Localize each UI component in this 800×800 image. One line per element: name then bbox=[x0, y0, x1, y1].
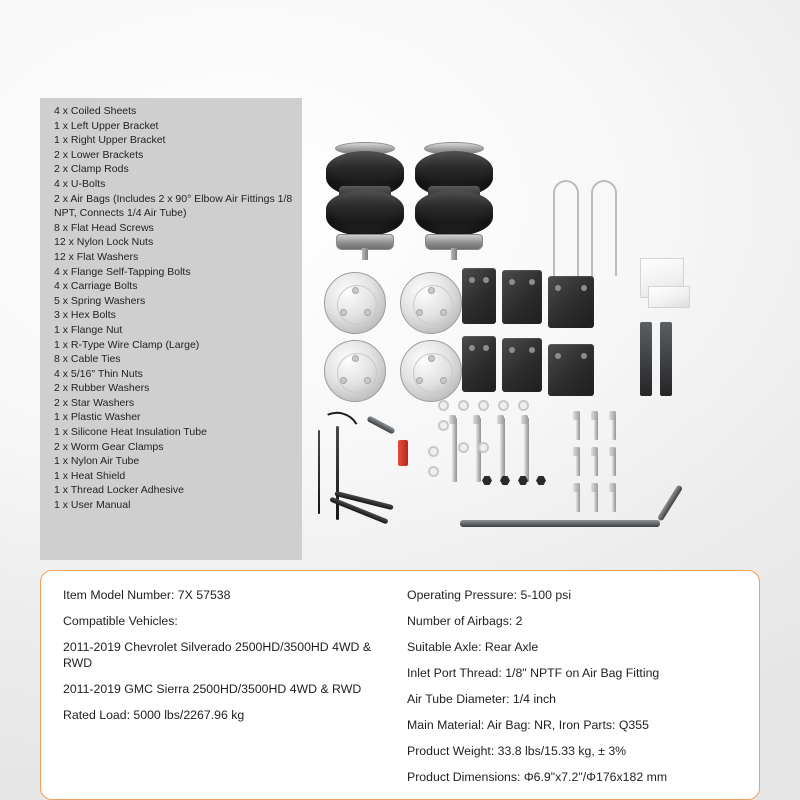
list-item: 1 x Left Upper Bracket bbox=[54, 119, 159, 132]
list-item: 4 x Carriage Bolts bbox=[54, 280, 138, 293]
plate-hole bbox=[340, 309, 347, 316]
flange-self-tapping-bolt bbox=[594, 450, 598, 476]
plastic-washer bbox=[428, 466, 439, 477]
parts-list bbox=[54, 104, 294, 513]
heat-shield bbox=[648, 286, 690, 308]
list-item: 2 x Worm Gear Clamps bbox=[54, 440, 164, 453]
specification-card bbox=[40, 570, 760, 800]
bolt-head bbox=[609, 483, 616, 492]
mounting-bracket bbox=[502, 338, 542, 392]
bolt-head bbox=[521, 415, 528, 424]
plate-hole bbox=[352, 355, 359, 362]
list-item: 4 x Coiled Sheets bbox=[54, 105, 137, 117]
list-item: 1 x Silicone Heat Insulation Tube bbox=[54, 426, 207, 439]
bolt-head bbox=[473, 415, 480, 424]
plate-hole bbox=[364, 377, 371, 384]
rubber-washer bbox=[428, 446, 439, 457]
flat-head-screw bbox=[576, 414, 580, 440]
bolt-head bbox=[573, 447, 580, 456]
u-bolt bbox=[591, 180, 617, 276]
flange-self-tapping-bolt bbox=[612, 450, 616, 476]
flat-washer bbox=[458, 400, 469, 411]
list-item: 8 x Cable Ties bbox=[54, 353, 121, 366]
u-bolt bbox=[553, 180, 579, 276]
list-item: 4 x 5/16" Thin Nuts bbox=[54, 367, 143, 380]
spec-product-dimensions: Product Dimensions: Φ6.9"x7.2"/Φ176x182 mm bbox=[407, 770, 668, 784]
list-item: 2 x Air Bags (Includes 2 x 90° Elbow Air Fittings 1/8 NPT, Connects 1/4 Air Tube) bbox=[54, 192, 293, 220]
list-item: 1 x Nylon Air Tube bbox=[54, 455, 140, 468]
bolt-head bbox=[591, 447, 598, 456]
hardware-illustration bbox=[310, 100, 780, 560]
nylon-lock-nut bbox=[536, 476, 546, 485]
mounting-bracket bbox=[502, 270, 542, 324]
spec-item-model-number: Item Model Number: 7X 57538 bbox=[63, 588, 231, 602]
carriage-bolt bbox=[500, 418, 505, 482]
list-item: 2 x Rubber Washers bbox=[54, 382, 150, 395]
clamp-rod bbox=[660, 322, 672, 396]
flat-washer bbox=[438, 420, 449, 431]
hex-bolt bbox=[452, 418, 457, 482]
carriage-bolt bbox=[524, 418, 529, 482]
flat-head-screw bbox=[576, 486, 580, 512]
plate-hole bbox=[364, 309, 371, 316]
list-item: 8 x Flat Head Screws bbox=[54, 221, 154, 234]
star-washer bbox=[478, 442, 489, 453]
list-item: 4 x Flange Self-Tapping Bolts bbox=[54, 265, 191, 278]
coiled-sheet-plate bbox=[324, 272, 386, 334]
air-bag-stud bbox=[451, 248, 457, 260]
flange-nut bbox=[482, 476, 492, 485]
list-item: 1 x Thread Locker Adhesive bbox=[54, 484, 184, 497]
coiled-sheet-plate bbox=[400, 340, 462, 402]
list-item: 1 x Right Upper Bracket bbox=[54, 134, 166, 147]
plate-hole bbox=[428, 355, 435, 362]
coiled-sheet-plate bbox=[324, 340, 386, 402]
spec-compatible-vehicle-gmc: 2011-2019 GMC Sierra 2500HD/3500HD 4WD & RWD bbox=[63, 682, 362, 696]
air-bag-lobe-bottom bbox=[326, 190, 404, 236]
silicone-heat-insulation-tube bbox=[366, 415, 395, 434]
plate-hole bbox=[340, 377, 347, 384]
flat-head-screw bbox=[594, 414, 598, 440]
list-item: 2 x Lower Brackets bbox=[54, 148, 144, 161]
flat-washer bbox=[438, 400, 449, 411]
spec-compatible-vehicles-label: Compatible Vehicles: bbox=[63, 614, 178, 628]
list-item: 12 x Nylon Lock Nuts bbox=[54, 236, 154, 249]
list-item: 1 x User Manual bbox=[54, 499, 131, 512]
parts-list-panel bbox=[40, 98, 302, 560]
flat-head-screw bbox=[612, 486, 616, 512]
spec-rated-load: Rated Load: 5000 lbs/2267.96 kg bbox=[63, 708, 245, 722]
flange-self-tapping-bolt bbox=[576, 450, 580, 476]
spec-compatible-vehicle-chevrolet: 2011-2019 Chevrolet Silverado 2500HD/3500HD 4WD & RWD bbox=[63, 640, 372, 670]
list-item: 1 x Heat Shield bbox=[54, 469, 126, 482]
list-item: 2 x Star Washers bbox=[54, 396, 135, 409]
mounting-bracket bbox=[548, 276, 594, 328]
spec-main-material: Main Material: Air Bag: NR, Iron Parts: Q355 bbox=[407, 718, 649, 732]
spec-inlet-port-thread: Inlet Port Thread: 1/8" NPTF on Air Bag Fitting bbox=[407, 666, 660, 680]
air-bag-stud bbox=[362, 248, 368, 260]
spec-suitable-axle: Suitable Axle: Rear Axle bbox=[407, 640, 539, 654]
nylon-air-tube bbox=[336, 426, 339, 520]
nylon-air-tube bbox=[318, 430, 320, 514]
bolt-head bbox=[609, 411, 616, 420]
bolt-head bbox=[573, 411, 580, 420]
list-item: 3 x Hex Bolts bbox=[54, 309, 116, 322]
spec-operating-pressure: Operating Pressure: 5-100 psi bbox=[407, 588, 572, 602]
plate-hole bbox=[416, 377, 423, 384]
list-item: 12 x Flat Washers bbox=[54, 250, 139, 263]
list-item: 5 x Spring Washers bbox=[54, 294, 146, 307]
bolt-head bbox=[609, 447, 616, 456]
plate-hole bbox=[352, 287, 359, 294]
air-bag-assembly bbox=[326, 142, 404, 260]
mounting-bracket bbox=[462, 268, 496, 324]
plate-hole bbox=[440, 377, 447, 384]
list-item: 1 x Plastic Washer bbox=[54, 411, 141, 424]
mounting-bracket bbox=[462, 336, 496, 392]
air-bag-lobe-bottom bbox=[415, 190, 493, 236]
flat-washer bbox=[498, 400, 509, 411]
list-item: 2 x Clamp Rods bbox=[54, 163, 129, 176]
nylon-air-tube bbox=[657, 484, 683, 521]
coiled-sheet-plate bbox=[400, 272, 462, 334]
thread-locker-adhesive bbox=[398, 440, 408, 466]
star-washer bbox=[458, 442, 469, 453]
spring-washer bbox=[518, 400, 529, 411]
spec-number-of-airbags: Number of Airbags: 2 bbox=[407, 614, 523, 628]
plate-hole bbox=[416, 309, 423, 316]
list-item: 1 x R-Type Wire Clamp (Large) bbox=[54, 338, 200, 351]
air-bag-assembly bbox=[415, 142, 493, 260]
bolt-head bbox=[591, 483, 598, 492]
flat-head-screw bbox=[612, 414, 616, 440]
bolt-head bbox=[573, 483, 580, 492]
nylon-air-tube bbox=[460, 520, 660, 527]
flat-washer bbox=[478, 400, 489, 411]
list-item: 1 x Flange Nut bbox=[54, 323, 123, 336]
spec-product-weight: Product Weight: 33.8 lbs/15.33 kg, ± 3% bbox=[407, 744, 627, 758]
bolt-head bbox=[591, 411, 598, 420]
spec-air-tube-diameter: Air Tube Diameter: 1/4 inch bbox=[407, 692, 556, 706]
clamp-rod bbox=[640, 322, 652, 396]
spec-column-left bbox=[63, 587, 407, 783]
spec-column-right bbox=[407, 587, 737, 783]
mounting-bracket bbox=[548, 344, 594, 396]
plate-hole bbox=[428, 287, 435, 294]
flat-head-screw bbox=[594, 486, 598, 512]
bolt-head bbox=[449, 415, 456, 424]
list-item: 4 x U-Bolts bbox=[54, 177, 106, 190]
bolt-head bbox=[497, 415, 504, 424]
plate-hole bbox=[440, 309, 447, 316]
